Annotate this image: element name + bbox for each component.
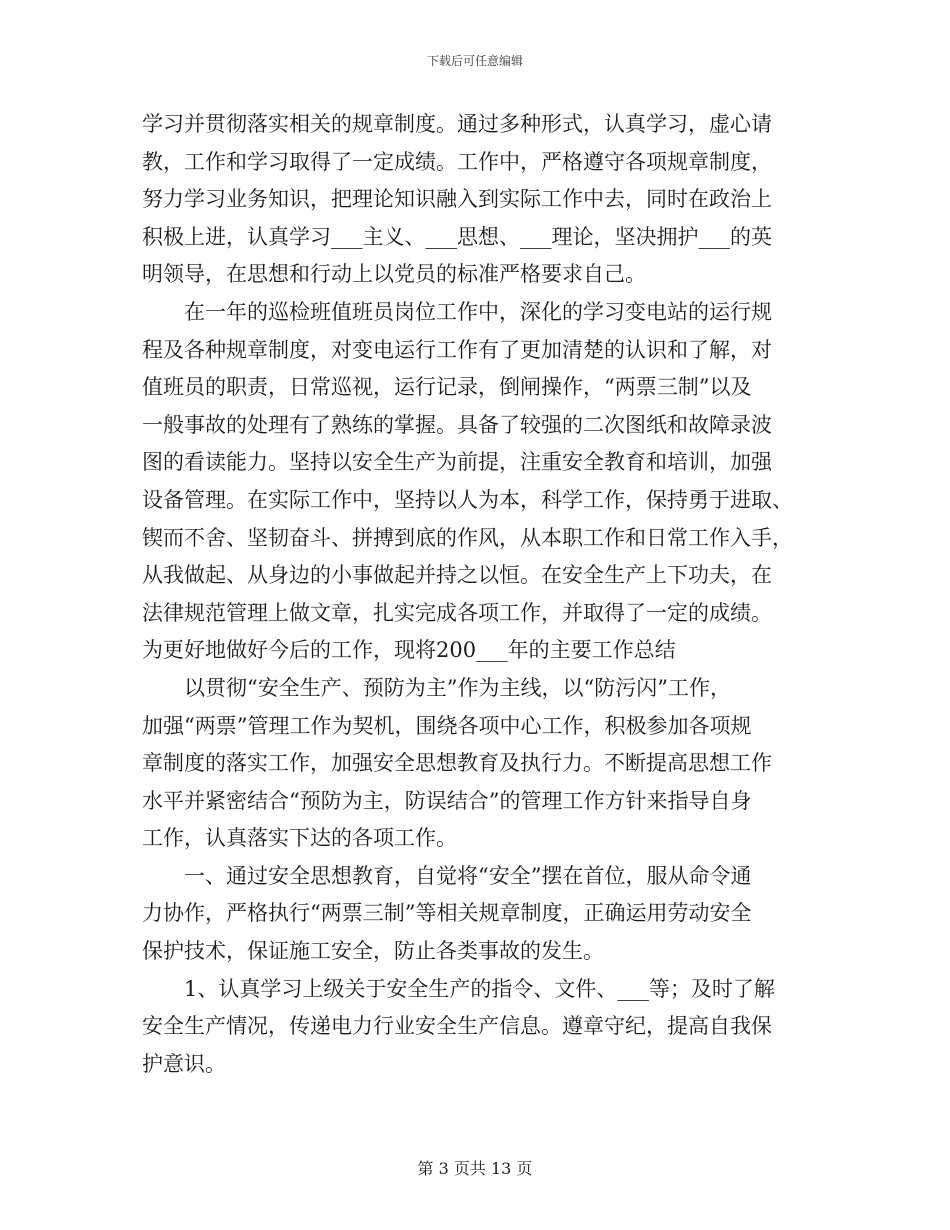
text-line: 安全生产情况，传递电力行业安全生产信息。遵章守纪，提高自我保 xyxy=(142,1014,772,1039)
text-line: 锲而不舍、坚韧奋斗、拼搏到底的作风，从本职工作和日常工作入手， xyxy=(142,525,793,550)
text-line: 明领导，在思想和行动上以党员的标准严格要求自己。 xyxy=(142,262,646,287)
text-line: 学习并贯彻落实相关的规章制度。通过多种形式，认真学习，虚心请 xyxy=(142,112,772,136)
text-line: 力协作，严格执行“两票三制”等相关规章制度，正确运用劳动安全 xyxy=(142,901,752,926)
text-line: 工作，认真落实下达的各项工作。 xyxy=(142,826,457,851)
paragraph-2 xyxy=(142,294,812,670)
text-line: 一、通过安全思想教育，自觉将“安全”摆在首位，服从命令通 xyxy=(184,863,752,888)
document-body xyxy=(142,106,812,1083)
text-line: 章制度的落实工作，加强安全思想教育及执行力。不断提高思想工作 xyxy=(142,751,772,776)
text-line: 1、认真学习上级关于安全生产的指令、文件、___等；及时了解 xyxy=(184,976,775,1001)
text-line: 法律规范管理上做文章，扎实完成各项工作，并取得了一定的成绩。 xyxy=(142,600,772,625)
text-line: 一般事故的处理有了熟练的掌握。具备了较强的二次图纸和故障录波 xyxy=(142,412,772,437)
text-line: 积极上进，认真学习___主义、___思想、___理论，坚决拥护___的英 xyxy=(142,224,772,249)
paragraph-1 xyxy=(142,106,812,294)
text-line: 值班员的职责，日常巡视，运行记录，倒闸操作，“两票三制”以及 xyxy=(142,375,752,400)
page-number-footer: 第 3 页共 13 页 xyxy=(417,1159,533,1178)
text-line: 为更好地做好今后的工作，现将200___年的主要工作总结 xyxy=(142,638,676,663)
paragraph-3 xyxy=(142,670,812,858)
text-line: 护意识。 xyxy=(142,1051,226,1076)
text-line: 设备管理。在实际工作中，坚持以人为本，科学工作，保持勇于进取、 xyxy=(142,487,793,512)
text-line: 以贯彻“安全生产、预防为主”作为主线，以“防污闪”工作， xyxy=(184,675,731,700)
text-line: 从我做起、从身边的小事做起并持之以恒。在安全生产上下功夫，在 xyxy=(142,563,772,588)
text-line: 教，工作和学习取得了一定成绩。工作中，严格遵守各项规章制度， xyxy=(142,149,772,174)
text-line: 水平并紧密结合“预防为主，防误结合”的管理工作方针来指导自身 xyxy=(142,788,752,813)
page-header: 下载后可任意编辑 xyxy=(426,54,523,68)
text-line: 加强“两票”管理工作为契机，围绕各项中心工作，积极参加各项规 xyxy=(142,713,752,738)
paragraph-5 xyxy=(142,971,812,1084)
text-line: 努力学习业务知识，把理论知识融入到实际工作中去，同时在政治上 xyxy=(142,187,772,212)
text-line: 程及各种规章制度，对变电运行工作有了更加清楚的认识和了解，对 xyxy=(142,337,772,362)
text-line: 图的看读能力。坚持以安全生产为前提，注重安全教育和培训，加强 xyxy=(142,450,772,475)
paragraph-4 xyxy=(142,858,812,971)
text-line: 在一年的巡检班值班员岗位工作中，深化的学习变电站的运行规 xyxy=(184,299,772,324)
text-line: 保护技术，保证施工安全，防止各类事故的发生。 xyxy=(142,939,604,964)
